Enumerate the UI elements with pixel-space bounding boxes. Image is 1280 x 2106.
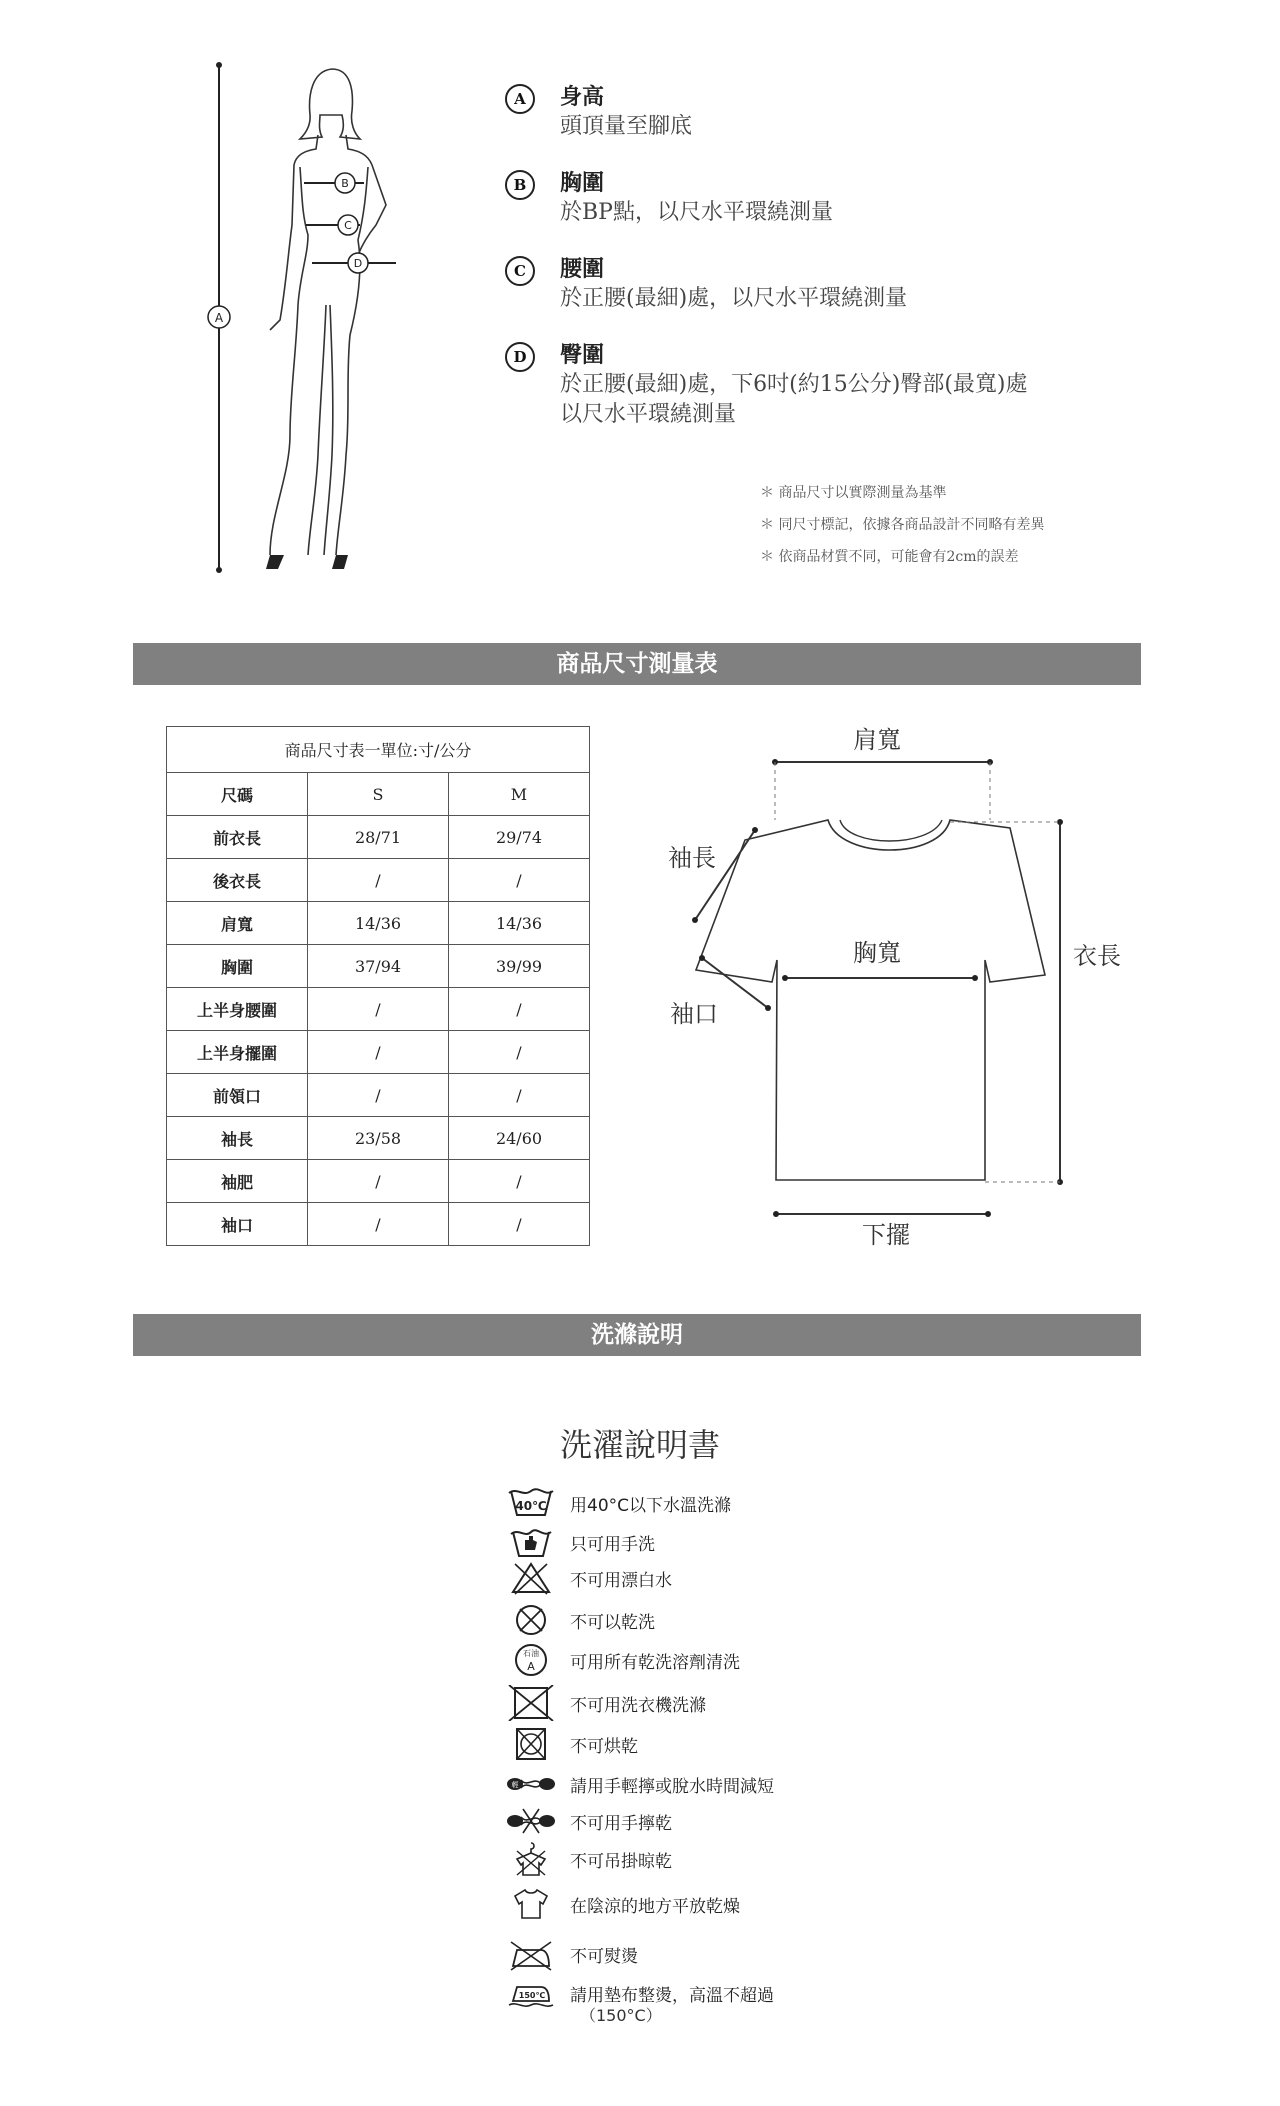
dry-clean-top-label: 石油 <box>523 1649 539 1658</box>
note-measure-basis: ＊ 商品尺寸以實際測量為基準 <box>760 485 947 501</box>
header-s: S <box>308 773 449 816</box>
care-text: 請用手輕擰或脫水時間減短 <box>570 1777 774 1797</box>
cell-s: / <box>308 1160 449 1203</box>
header-size: 尺碼 <box>167 773 308 816</box>
tshirt-diagram <box>650 720 1110 1240</box>
cell-m: / <box>449 1160 590 1203</box>
wash-40-icon <box>505 1485 557 1521</box>
row-label: 袖口 <box>167 1203 308 1246</box>
cell-m: / <box>449 1203 590 1246</box>
care-text: 不可用漂白水 <box>570 1571 672 1591</box>
measure-item-waist <box>505 252 1145 322</box>
cell-m: / <box>449 1074 590 1117</box>
cell-s: 14/36 <box>308 902 449 945</box>
iron-with-cloth-icon <box>505 1975 557 2011</box>
measure-desc: 於BP點，以尺水平環繞測量 <box>560 200 833 225</box>
no-machine-wash-icon <box>505 1685 557 1721</box>
table-row <box>167 1160 590 1203</box>
no-dry-clean-icon <box>505 1602 557 1638</box>
marker-b-letter: B <box>341 177 349 190</box>
dry-clean-any-solvent-icon <box>505 1642 557 1678</box>
cell-s: / <box>308 1203 449 1246</box>
measure-title: 身高 <box>560 84 605 110</box>
measure-title: 腰圍 <box>560 256 605 282</box>
care-text: 不可烘乾 <box>570 1737 638 1757</box>
row-label: 上半身腰圍 <box>167 988 308 1031</box>
care-text: 請用墊布整燙，高溫不超過 <box>570 1986 774 2006</box>
care-text: 用40°C以下水溫洗滌 <box>570 1496 732 1516</box>
sleeve-length-label: 袖長 <box>668 844 716 872</box>
measure-item-bust <box>505 166 1145 236</box>
table-row <box>167 1203 590 1246</box>
measure-title: 臀圍 <box>560 342 605 368</box>
cell-s: 23/58 <box>308 1117 449 1160</box>
table-row <box>167 1117 590 1160</box>
care-text: 不可熨燙 <box>570 1947 638 1967</box>
letter-b-badge: B <box>505 170 535 200</box>
cell-m: 39/99 <box>449 945 590 988</box>
row-label: 前領口 <box>167 1074 308 1117</box>
gentle-wring-icon <box>505 1766 557 1802</box>
no-hang-dry-icon <box>505 1841 557 1877</box>
measure-desc: 於正腰(最細)處，下6吋(約15公分)臀部(最寬)處 <box>560 372 1028 397</box>
size-table <box>166 726 590 1246</box>
cell-s: / <box>308 1031 449 1074</box>
care-text: 可用所有乾洗溶劑清洗 <box>570 1653 740 1673</box>
hem-label: 下擺 <box>862 1221 910 1249</box>
cell-m: 24/60 <box>449 1117 590 1160</box>
table-row <box>167 988 590 1031</box>
cell-s: 37/94 <box>308 945 449 988</box>
marker-a-letter: A <box>214 311 224 325</box>
hand-wash-icon <box>505 1524 557 1560</box>
note-size-variance: ＊ 同尺寸標記，依據各商品設計不同略有差異 <box>760 517 1045 533</box>
dry-flat-shade-icon <box>505 1886 557 1922</box>
table-row <box>167 1074 590 1117</box>
size-chart-banner: 商品尺寸測量表 <box>133 643 1141 685</box>
letter-c-badge: C <box>505 256 535 286</box>
cell-s: 28/71 <box>308 816 449 859</box>
cell-m: / <box>449 859 590 902</box>
no-bleach-icon <box>505 1560 557 1596</box>
wring-tag-label: 輕 <box>511 1781 519 1789</box>
marker-d-letter: D <box>353 257 363 270</box>
letter-a-badge: A <box>505 84 535 114</box>
row-label: 前衣長 <box>167 816 308 859</box>
letter-d-badge: D <box>505 342 535 372</box>
cell-s: / <box>308 1074 449 1117</box>
row-label: 胸圍 <box>167 945 308 988</box>
table-row <box>167 1031 590 1074</box>
row-label: 袖長 <box>167 1117 308 1160</box>
cell-m: / <box>449 1031 590 1074</box>
row-label: 袖肥 <box>167 1160 308 1203</box>
cell-s: / <box>308 859 449 902</box>
measure-item-hip <box>505 338 1145 438</box>
care-subtext: （150°C） <box>580 2006 662 2025</box>
no-iron-icon <box>505 1936 557 1972</box>
care-guide-title: 洗濯說明書 <box>559 1426 720 1464</box>
row-label: 上半身擺圍 <box>167 1031 308 1074</box>
cell-m: 14/36 <box>449 902 590 945</box>
table-row <box>167 902 590 945</box>
cell-m: 29/74 <box>449 816 590 859</box>
row-label: 肩寬 <box>167 902 308 945</box>
cell-m: / <box>449 988 590 1031</box>
care-text: 不可用手擰乾 <box>570 1814 672 1834</box>
care-text: 不可以乾洗 <box>570 1613 655 1633</box>
shoulder-width-label: 肩寬 <box>853 726 901 754</box>
care-text: 不可用洗衣機洗滌 <box>570 1696 706 1716</box>
table-header-row <box>167 773 590 816</box>
size-table-caption: 商品尺寸表一單位:寸/公分 <box>167 727 590 773</box>
body-measurement-figure <box>200 55 460 585</box>
measure-desc: 於正腰(最細)處，以尺水平環繞測量 <box>560 286 908 311</box>
row-label: 後衣長 <box>167 859 308 902</box>
measure-title: 胸圍 <box>560 170 605 196</box>
cuff-label: 袖口 <box>670 1000 718 1028</box>
cell-s: / <box>308 988 449 1031</box>
care-text: 只可用手洗 <box>570 1535 655 1555</box>
care-text: 不可吊掛晾乾 <box>570 1852 672 1872</box>
measure-desc-line2: 以尺水平環繞測量 <box>560 402 737 427</box>
note-material-error: ＊ 依商品材質不同，可能會有2cm的誤差 <box>760 549 1019 565</box>
header-m: M <box>449 773 590 816</box>
chest-width-label: 胸寬 <box>853 939 901 967</box>
marker-c-letter: C <box>344 219 352 232</box>
table-row <box>167 859 590 902</box>
iron-temp-label: 150℃ <box>518 1991 546 2000</box>
table-row <box>167 945 590 988</box>
wash-instructions-banner: 洗滌說明 <box>133 1314 1141 1356</box>
length-label: 衣長 <box>1073 942 1121 970</box>
no-wring-icon <box>505 1803 557 1839</box>
wash-temp-label: 40℃ <box>515 1499 547 1513</box>
care-text: 在陰涼的地方平放乾燥 <box>570 1897 740 1917</box>
measure-item-height <box>505 80 1145 150</box>
dry-clean-letter: A <box>527 1660 535 1673</box>
measure-desc: 頭頂量至腳底 <box>560 114 693 139</box>
no-tumble-dry-icon <box>505 1726 557 1762</box>
table-row <box>167 816 590 859</box>
